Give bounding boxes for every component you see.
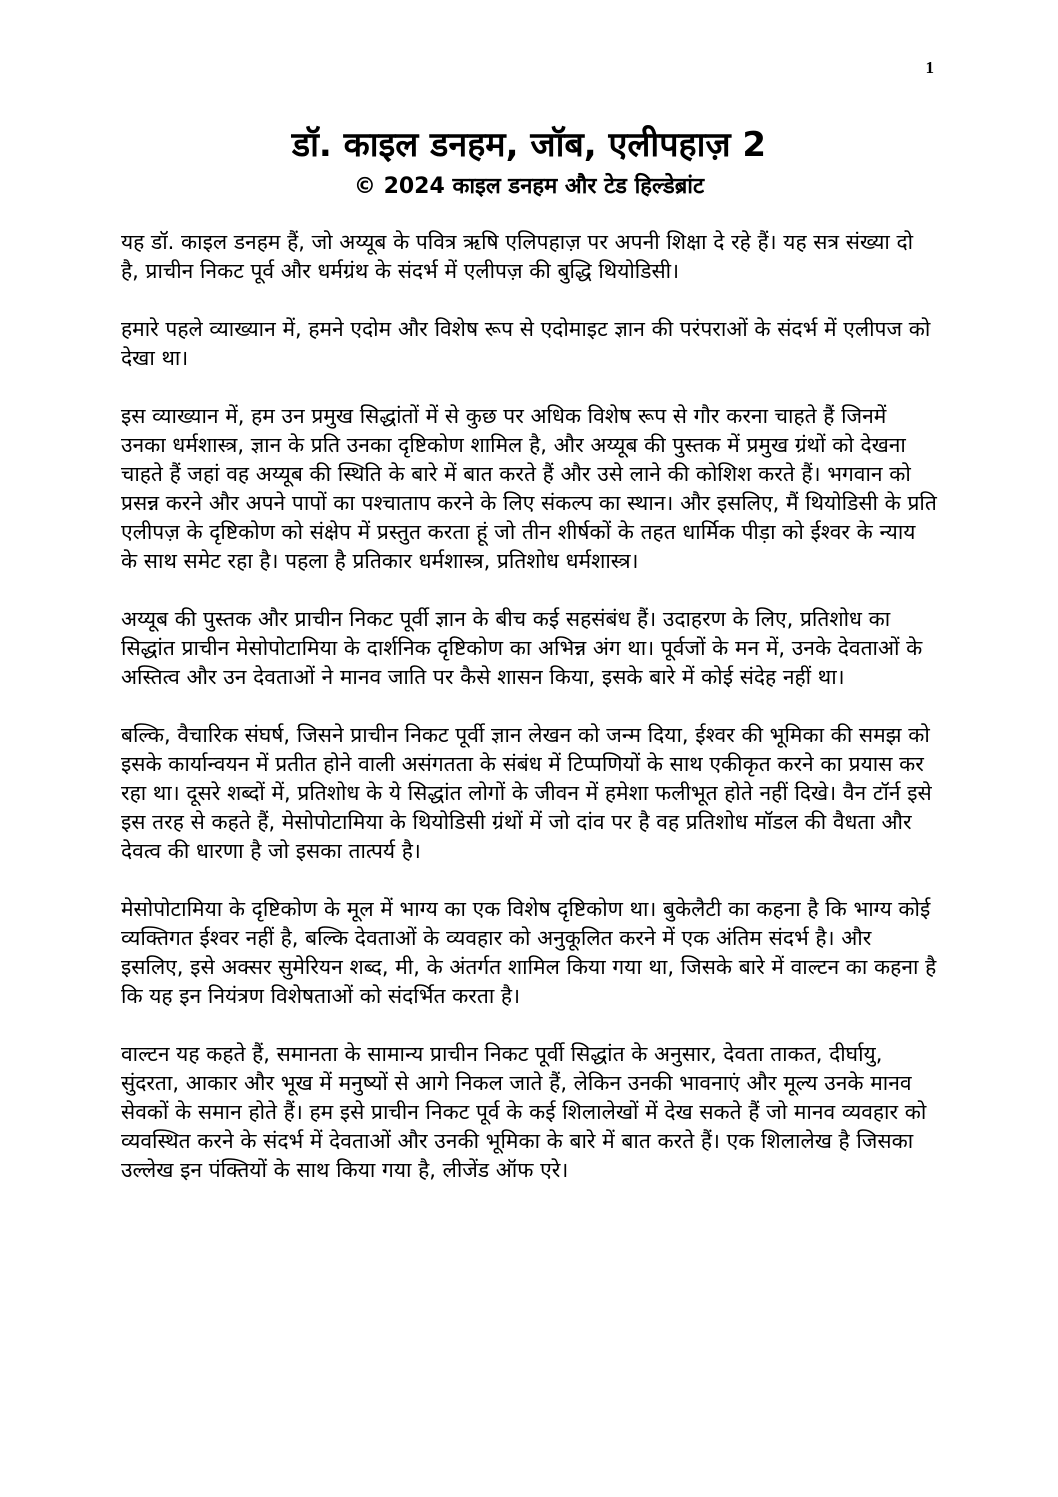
paragraph: बल्कि, वैचारिक संघर्ष, जिसने प्राचीन निकट पूर्वी ज्ञान लेखन को जन्म दिया, ईश्वर की भूमिका की समझ को इसके कार्यान्वयन में प्रतीत होने वाली असंगतता के संबंध में टिप्पणियों के साथ एकीकृत करने का प्रयास कर रहा था। दूसरे शब्दों में, प्रतिशोध के ये सिद्धांत लोगों के जीवन में हमेशा फलीभूत होते नहीं दिखे। वैन टॉर्न इसे इस तरह से कहते हैं, मेसोपोटामिया के थियोडिसी ग्रंथों में जो दांव पर है वह प्रतिशोध मॉडल की वैधता और देवत्व की धारणा है जो इसका तात्पर्य है।	[121, 723, 932, 863]
paragraph: यह डॉ. काइल डनहम हैं, जो अय्यूब के पवित्र ऋषि एलिपहाज़ पर अपनी शिक्षा दे रहे हैं। यह सत्र संख्या दो है, प्राचीन निकट पूर्व और धर्मग्रंथ के संदर्भ में एलीपज़ की बुद्धि थियोडिसी।	[121, 230, 914, 283]
document-body	[121, 228, 937, 1185]
paragraph: मेसोपोटामिया के दृष्टिकोण के मूल में भाग्य का एक विशेष दृष्टिकोण था। बुकेलैटी का कहना है कि भाग्य कोई व्यक्तिगत ईश्वर नहीं है, बल्कि देवताओं के व्यवहार को अनुकूलित करने में एक अंतिम संदर्भ है। और इसलिए, इसे अक्सर सुमेरियन शब्द, मी, के अंतर्गत शामिल किया गया था, जिसके बारे में वाल्टन का कहना है कि यह इन नियंत्रण विशेषताओं को संदर्भित करता है।	[121, 897, 937, 1008]
document-header	[0, 0, 1058, 202]
document-title: डॉ. काइल डनहम, जॉब, एलीपहाज़ 2	[291, 125, 767, 165]
page-number: 1	[925, 58, 934, 77]
paragraph: हमारे पहले व्याख्यान में, हमने एदोम और विशेष रूप से एदोमाइट ज्ञान की परंपराओं के संदर्भ में एलीपज को देखा था।	[121, 317, 931, 370]
paragraph: इस व्याख्यान में, हम उन प्रमुख सिद्धांतों में से कुछ पर अधिक विशेष रूप से गौर करना चाहते हैं जिनमें उनका धर्मशास्त्र, ज्ञान के प्रति उनका दृष्टिकोण शामिल है, और अय्यूब की पुस्तक में प्रमुख ग्रंथों को देखना चाहते हैं जहां वह अय्यूब की स्थिति के बारे में बात करते हैं और उसे लाने की कोशिश करते हैं। भगवान को प्रसन्न करने और अपने पापों का पश्चाताप करने के लिए संकल्प का स्थान। और इसलिए, मैं थियोडिसी के प्रति एलीपज़ के दृष्टिकोण को संक्षेप में प्रस्तुत करता हूं जो तीन शीर्षकों के तहत धार्मिक पीड़ा को ईश्वर के न्याय के साथ समेट रहा है। पहला है प्रतिकार धर्मशास्त्र, प्रतिशोध धर्मशास्त्र।	[121, 404, 937, 573]
document-copyright-line: © 2024 काइल डनहम और टेड हिल्डेब्रांट	[353, 174, 705, 199]
paragraph: वाल्टन यह कहते हैं, समानता के सामान्य प्राचीन निकट पूर्वी सिद्धांत के अनुसार, देवता ताकत, दीर्घायु, सुंदरता, आकार और भूख में मनुष्यों से आगे निकल जाते हैं, लेकिन उनकी भावनाएं और मूल्य उनके मानव सेवकों के समान होते हैं। हम इसे प्राचीन निकट पूर्व के कई शिलालेखों में देख सकते हैं जो मानव व्यवहार को व्यवस्थित करने के संदर्भ में देवताओं और उनकी भूमिका के बारे में बात करते हैं। एक शिलालेख है जिसका उल्लेख इन पंक्तियों के साथ किया गया है, लीजेंड ऑफ एरे।	[121, 1042, 927, 1182]
paragraph: अय्यूब की पुस्तक और प्राचीन निकट पूर्वी ज्ञान के बीच कई सहसंबंध हैं। उदाहरण के लिए, प्रतिशोध का सिद्धांत प्राचीन मेसोपोटामिया के दार्शनिक दृष्टिकोण का अभिन्न अंग था। पूर्वजों के मन में, उनके देवताओं के अस्तित्व और उन देवताओं ने मानव जाति पर कैसे शासन किया, इसके बारे में कोई संदेह नहीं था।	[121, 607, 923, 689]
